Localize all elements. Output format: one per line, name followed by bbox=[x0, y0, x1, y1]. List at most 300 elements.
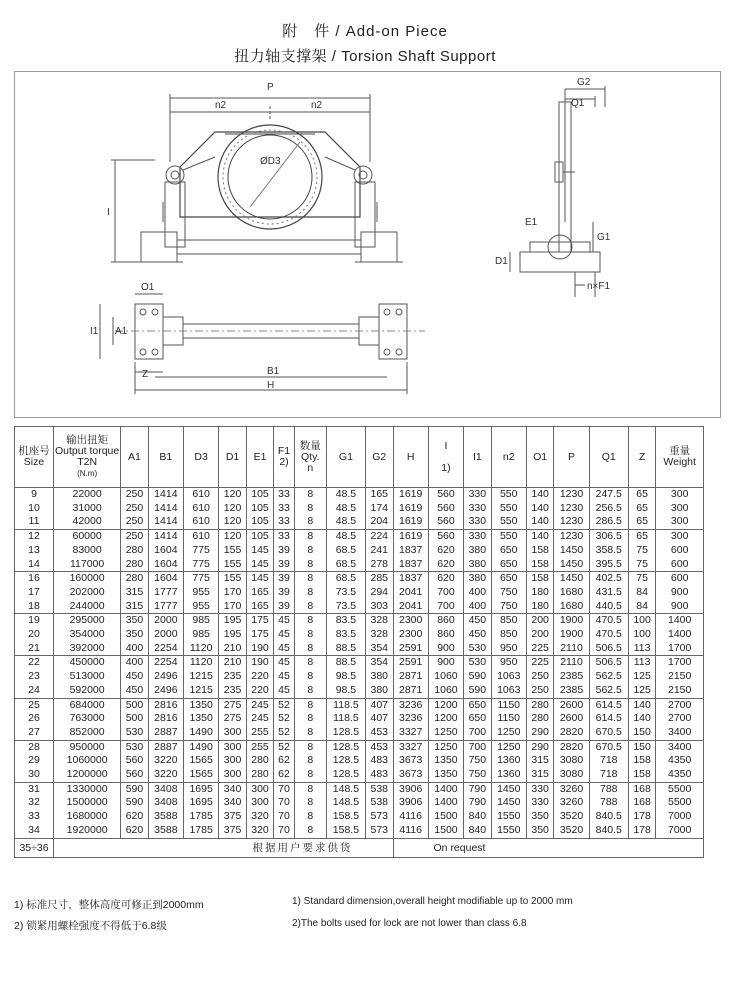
table-row bbox=[15, 684, 704, 698]
table-cell: 350 bbox=[526, 810, 553, 824]
table-cell: 8 bbox=[294, 488, 326, 502]
table-cell: 300 bbox=[656, 502, 704, 516]
table-cell: 375 bbox=[219, 824, 246, 838]
table-cell: 1490 bbox=[184, 726, 219, 740]
table-cell: 8 bbox=[294, 586, 326, 600]
table-cell: 83000 bbox=[54, 544, 121, 558]
table-cell: 538 bbox=[366, 796, 393, 810]
table-cell: 1450 bbox=[491, 796, 526, 810]
table-cell: 560 bbox=[121, 754, 148, 768]
table-cell: 295000 bbox=[54, 614, 121, 628]
table-cell: 550 bbox=[491, 530, 526, 544]
table-cell: 350 bbox=[121, 614, 148, 628]
table-cell: 8 bbox=[294, 740, 326, 754]
table-cell: 21 bbox=[15, 642, 54, 656]
label-D1: D1 bbox=[495, 256, 508, 267]
table-cell: 1900 bbox=[554, 628, 589, 642]
table-cell: 75 bbox=[628, 558, 655, 572]
table-cell: 8 bbox=[294, 502, 326, 516]
table-cell: 1215 bbox=[184, 670, 219, 684]
table-cell: 1837 bbox=[393, 558, 428, 572]
table-cell: 750 bbox=[491, 600, 526, 614]
table-cell: 98.5 bbox=[326, 684, 365, 698]
table-cell: 145 bbox=[246, 558, 273, 572]
dimension-table bbox=[14, 426, 704, 858]
table-cell: 105 bbox=[246, 530, 273, 544]
table-cell: 407 bbox=[366, 698, 393, 712]
table-cell: 450 bbox=[464, 614, 491, 628]
table-cell: 2591 bbox=[393, 656, 428, 670]
table-cell: 330 bbox=[526, 796, 553, 810]
table-cell: 590 bbox=[464, 670, 491, 684]
table-body bbox=[15, 488, 704, 839]
table-cell: 1414 bbox=[148, 515, 183, 529]
header-size: 机座号 Size bbox=[15, 427, 54, 488]
table-cell: 1450 bbox=[491, 782, 526, 796]
table-cell: 175 bbox=[246, 614, 273, 628]
table-cell: 88.5 bbox=[326, 656, 365, 670]
table-cell: 128.5 bbox=[326, 754, 365, 768]
table-cell: 340 bbox=[219, 782, 246, 796]
table-cell: 955 bbox=[184, 586, 219, 600]
table-cell: 2300 bbox=[393, 614, 428, 628]
table-cell: 22000 bbox=[54, 488, 121, 502]
table-cell: 530 bbox=[464, 642, 491, 656]
table-cell: 610 bbox=[184, 488, 219, 502]
table-cell: 2150 bbox=[656, 670, 704, 684]
page-title-addon: 附 件 / Add-on Piece bbox=[282, 23, 448, 40]
header-G2: G2 bbox=[366, 427, 393, 488]
header-I1: I1 bbox=[464, 427, 491, 488]
table-cell: 354 bbox=[366, 642, 393, 656]
label-Q1: Q1 bbox=[571, 98, 585, 109]
table-cell: 614.5 bbox=[589, 712, 628, 726]
table-cell: 73.5 bbox=[326, 586, 365, 600]
label-E1: E1 bbox=[525, 217, 538, 228]
table-cell: 8 bbox=[294, 642, 326, 656]
table-cell: 840.5 bbox=[589, 824, 628, 838]
table-cell: 210 bbox=[219, 656, 246, 670]
table-cell: 450000 bbox=[54, 656, 121, 670]
table-cell: 200 bbox=[526, 628, 553, 642]
table-row bbox=[15, 698, 704, 712]
table-cell: 88.5 bbox=[326, 642, 365, 656]
table-cell: 850 bbox=[491, 628, 526, 642]
table-row bbox=[15, 656, 704, 670]
table-cell: 75 bbox=[628, 544, 655, 558]
table-cell: 2496 bbox=[148, 684, 183, 698]
table-cell: 2110 bbox=[554, 642, 589, 656]
table-cell: 3080 bbox=[554, 768, 589, 782]
table-cell: 2254 bbox=[148, 642, 183, 656]
table-cell: 750 bbox=[464, 768, 491, 782]
table-cell: 247.5 bbox=[589, 488, 628, 502]
table-cell: 950 bbox=[491, 642, 526, 656]
label-I1: I1 bbox=[90, 326, 99, 337]
table-cell: 1920000 bbox=[54, 824, 121, 838]
table-cell: 16 bbox=[15, 572, 54, 586]
table-cell: 250 bbox=[526, 684, 553, 698]
table-footer-row bbox=[15, 838, 704, 857]
table-cell: 1450 bbox=[554, 558, 589, 572]
table-cell: 180 bbox=[526, 586, 553, 600]
table-cell: 204 bbox=[366, 515, 393, 529]
table-cell: 900 bbox=[656, 586, 704, 600]
table-cell: 3220 bbox=[148, 768, 183, 782]
table-cell: 400 bbox=[121, 656, 148, 670]
table-cell: 1215 bbox=[184, 684, 219, 698]
table-cell: 73.5 bbox=[326, 600, 365, 614]
table-cell: 950000 bbox=[54, 740, 121, 754]
table-cell: 358.5 bbox=[589, 544, 628, 558]
table-cell: 33 bbox=[274, 488, 294, 502]
table-cell: 750 bbox=[491, 586, 526, 600]
table-cell: 8 bbox=[294, 726, 326, 740]
table-cell: 1150 bbox=[491, 698, 526, 712]
table-cell: 1604 bbox=[148, 544, 183, 558]
table-row bbox=[15, 642, 704, 656]
table-cell: 306.5 bbox=[589, 530, 628, 544]
table-cell: 8 bbox=[294, 515, 326, 529]
table-cell: 2816 bbox=[148, 712, 183, 726]
table-cell: 1063 bbox=[491, 670, 526, 684]
table-cell: 483 bbox=[366, 754, 393, 768]
table-cell: 1063 bbox=[491, 684, 526, 698]
table-cell: 350 bbox=[526, 824, 553, 838]
table-cell: 13 bbox=[15, 544, 54, 558]
table-cell: 1250 bbox=[428, 740, 463, 754]
table-cell: 52 bbox=[274, 712, 294, 726]
table-cell: 1619 bbox=[393, 502, 428, 516]
table-cell: 440.5 bbox=[589, 600, 628, 614]
table-cell: 52 bbox=[274, 726, 294, 740]
table-cell: 32 bbox=[15, 796, 54, 810]
table-cell: 45 bbox=[274, 684, 294, 698]
table-cell: 560 bbox=[428, 502, 463, 516]
footer-size: 35÷36 bbox=[15, 838, 54, 857]
table-cell: 98.5 bbox=[326, 670, 365, 684]
table-cell: 52 bbox=[274, 698, 294, 712]
table-cell: 1360 bbox=[491, 768, 526, 782]
table-cell: 286.5 bbox=[589, 515, 628, 529]
table-cell: 620 bbox=[121, 810, 148, 824]
table-cell: 300 bbox=[246, 796, 273, 810]
table-cell: 3236 bbox=[393, 698, 428, 712]
table-cell: 1250 bbox=[491, 726, 526, 740]
table-cell: 105 bbox=[246, 515, 273, 529]
label-G2: G2 bbox=[577, 77, 591, 88]
page-subtitle-torsion-support: 扭力轴支撑架 / Torsion Shaft Support bbox=[234, 48, 496, 65]
table-cell: 1565 bbox=[184, 754, 219, 768]
table-cell: 165 bbox=[246, 586, 273, 600]
table-cell: 380 bbox=[464, 572, 491, 586]
table-cell: 620 bbox=[428, 544, 463, 558]
table-cell: 28 bbox=[15, 740, 54, 754]
table-cell: 10 bbox=[15, 502, 54, 516]
table-cell: 8 bbox=[294, 698, 326, 712]
table-cell: 210 bbox=[219, 642, 246, 656]
header-B1: B1 bbox=[148, 427, 183, 488]
table-cell: 400 bbox=[121, 642, 148, 656]
table-row bbox=[15, 600, 704, 614]
table-cell: 250 bbox=[121, 502, 148, 516]
table-cell: 562.5 bbox=[589, 684, 628, 698]
table-cell: 280 bbox=[246, 768, 273, 782]
table-cell: 75 bbox=[628, 572, 655, 586]
table-cell: 105 bbox=[246, 502, 273, 516]
table-cell: 950 bbox=[491, 656, 526, 670]
table-cell: 375 bbox=[219, 810, 246, 824]
footer-request-en: On request bbox=[393, 838, 703, 857]
table-cell: 700 bbox=[464, 726, 491, 740]
table-cell: 84 bbox=[628, 586, 655, 600]
table-cell: 328 bbox=[366, 628, 393, 642]
table-cell: 68.5 bbox=[326, 558, 365, 572]
table-cell: 300 bbox=[656, 530, 704, 544]
table-cell: 763000 bbox=[54, 712, 121, 726]
table-row bbox=[15, 810, 704, 824]
table-cell: 255 bbox=[246, 740, 273, 754]
table-cell: 550 bbox=[491, 488, 526, 502]
table-cell: 140 bbox=[526, 488, 553, 502]
table-cell: 168 bbox=[628, 782, 655, 796]
table-cell: 1837 bbox=[393, 572, 428, 586]
table-cell: 19 bbox=[15, 614, 54, 628]
table-cell: 600 bbox=[656, 544, 704, 558]
table-cell: 2591 bbox=[393, 642, 428, 656]
table-cell: 17 bbox=[15, 586, 54, 600]
table-cell: 1230 bbox=[554, 515, 589, 529]
table-cell: 530 bbox=[121, 726, 148, 740]
table-cell: 48.5 bbox=[326, 488, 365, 502]
table-cell: 3520 bbox=[554, 824, 589, 838]
table-cell: 7000 bbox=[656, 810, 704, 824]
table-cell: 285 bbox=[366, 572, 393, 586]
table-cell: 330 bbox=[464, 502, 491, 516]
header-A1: A1 bbox=[121, 427, 148, 488]
table-cell: 8 bbox=[294, 600, 326, 614]
table-cell: 1450 bbox=[554, 572, 589, 586]
table-cell: 190 bbox=[246, 642, 273, 656]
table-cell: 1680000 bbox=[54, 810, 121, 824]
table-cell: 330 bbox=[464, 488, 491, 502]
table-cell: 400 bbox=[464, 586, 491, 600]
table-cell: 84 bbox=[628, 600, 655, 614]
table-row bbox=[15, 824, 704, 838]
table-cell: 31 bbox=[15, 782, 54, 796]
table-cell: 1350 bbox=[184, 698, 219, 712]
table-cell: 39 bbox=[274, 586, 294, 600]
table-cell: 128.5 bbox=[326, 726, 365, 740]
table-cell: 300 bbox=[656, 515, 704, 529]
header-Q1: Q1 bbox=[589, 427, 628, 488]
table-cell: 402.5 bbox=[589, 572, 628, 586]
table-cell: 3327 bbox=[393, 726, 428, 740]
table-cell: 235 bbox=[219, 670, 246, 684]
table-cell: 684000 bbox=[54, 698, 121, 712]
table-cell: 8 bbox=[294, 810, 326, 824]
table-cell: 2887 bbox=[148, 740, 183, 754]
table-cell: 1695 bbox=[184, 796, 219, 810]
label-P: P bbox=[267, 82, 274, 93]
table-header-row bbox=[15, 427, 704, 488]
header-P: P bbox=[554, 427, 589, 488]
table-cell: 280 bbox=[121, 544, 148, 558]
table-cell: 3906 bbox=[393, 796, 428, 810]
table-cell: 39 bbox=[274, 558, 294, 572]
table-cell: 560 bbox=[428, 530, 463, 544]
label-nxF1: n×F1 bbox=[587, 281, 611, 292]
table-cell: 24 bbox=[15, 684, 54, 698]
table-row bbox=[15, 530, 704, 544]
table-cell: 4116 bbox=[393, 824, 428, 838]
table-row bbox=[15, 670, 704, 684]
table-cell: 1414 bbox=[148, 488, 183, 502]
table-cell: 2254 bbox=[148, 656, 183, 670]
table-cell: 1550 bbox=[491, 810, 526, 824]
table-cell: 1230 bbox=[554, 502, 589, 516]
table-cell: 178 bbox=[628, 810, 655, 824]
table-cell: 2820 bbox=[554, 740, 589, 754]
table-cell: 180 bbox=[526, 600, 553, 614]
table-cell: 2600 bbox=[554, 712, 589, 726]
table-cell: 450 bbox=[121, 684, 148, 698]
table-cell: 1619 bbox=[393, 515, 428, 529]
table-cell: 900 bbox=[428, 642, 463, 656]
table-cell: 5500 bbox=[656, 796, 704, 810]
table-row bbox=[15, 614, 704, 628]
table-cell: 39 bbox=[274, 544, 294, 558]
table-row bbox=[15, 782, 704, 796]
table-cell: 2000 bbox=[148, 628, 183, 642]
table-cell: 530 bbox=[464, 656, 491, 670]
table-cell: 650 bbox=[464, 712, 491, 726]
table-row bbox=[15, 558, 704, 572]
table-cell: 30 bbox=[15, 768, 54, 782]
table-cell: 3236 bbox=[393, 712, 428, 726]
table-cell: 303 bbox=[366, 600, 393, 614]
table-cell: 1230 bbox=[554, 530, 589, 544]
label-G1: G1 bbox=[597, 232, 611, 243]
table-cell: 1500000 bbox=[54, 796, 121, 810]
table-cell: 27 bbox=[15, 726, 54, 740]
table-cell: 31000 bbox=[54, 502, 121, 516]
table-cell: 1500 bbox=[428, 824, 463, 838]
table-cell: 300 bbox=[246, 782, 273, 796]
table-cell: 450 bbox=[121, 670, 148, 684]
header-output-torque: 输出扭矩 Output torque T2N (N.m) bbox=[54, 427, 121, 488]
table-cell: 750 bbox=[464, 754, 491, 768]
table-cell: 700 bbox=[428, 600, 463, 614]
table-cell: 2300 bbox=[393, 628, 428, 642]
table-cell: 3673 bbox=[393, 768, 428, 782]
table-cell: 170 bbox=[219, 600, 246, 614]
table-cell: 113 bbox=[628, 656, 655, 670]
table-cell: 3220 bbox=[148, 754, 183, 768]
footer-request-zh: 根据用户要求供货 bbox=[54, 838, 394, 857]
table-cell: 300 bbox=[219, 726, 246, 740]
table-cell: 100 bbox=[628, 614, 655, 628]
label-D3: ØD3 bbox=[260, 156, 281, 167]
table-cell: 250 bbox=[121, 530, 148, 544]
table-cell: 2820 bbox=[554, 726, 589, 740]
note-2-en: 2)The bolts used for lock are not lower than class 6.8 bbox=[292, 918, 527, 929]
table-cell: 8 bbox=[294, 628, 326, 642]
table-cell: 155 bbox=[219, 572, 246, 586]
table-cell: 1565 bbox=[184, 768, 219, 782]
table-cell: 140 bbox=[628, 698, 655, 712]
table-cell: 2000 bbox=[148, 614, 183, 628]
table-cell: 8 bbox=[294, 614, 326, 628]
table-cell: 280 bbox=[526, 712, 553, 726]
table-cell: 2496 bbox=[148, 670, 183, 684]
table-cell: 315 bbox=[526, 768, 553, 782]
table-cell: 650 bbox=[464, 698, 491, 712]
table-cell: 8 bbox=[294, 796, 326, 810]
table-cell: 140 bbox=[526, 530, 553, 544]
table-cell: 610 bbox=[184, 515, 219, 529]
table-cell: 45 bbox=[274, 656, 294, 670]
table-cell: 120 bbox=[219, 515, 246, 529]
table-cell: 620 bbox=[428, 572, 463, 586]
table-cell: 118.5 bbox=[326, 698, 365, 712]
table-cell: 178 bbox=[628, 824, 655, 838]
header-G1: G1 bbox=[326, 427, 365, 488]
table-cell: 1200 bbox=[428, 698, 463, 712]
table-cell: 840 bbox=[464, 810, 491, 824]
table-cell: 2110 bbox=[554, 656, 589, 670]
table-cell: 354000 bbox=[54, 628, 121, 642]
table-cell: 150 bbox=[628, 726, 655, 740]
table-cell: 8 bbox=[294, 782, 326, 796]
table-cell: 330 bbox=[526, 782, 553, 796]
table-cell: 140 bbox=[526, 515, 553, 529]
table-cell: 670.5 bbox=[589, 726, 628, 740]
table-cell: 320 bbox=[246, 810, 273, 824]
table-cell: 350 bbox=[121, 628, 148, 642]
table-cell: 860 bbox=[428, 614, 463, 628]
table-cell: 328 bbox=[366, 614, 393, 628]
table-cell: 8 bbox=[294, 572, 326, 586]
table-cell: 2041 bbox=[393, 600, 428, 614]
table-cell: 195 bbox=[219, 628, 246, 642]
table-cell: 68.5 bbox=[326, 544, 365, 558]
table-cell: 52 bbox=[274, 740, 294, 754]
table-cell: 165 bbox=[366, 488, 393, 502]
table-cell: 8 bbox=[294, 670, 326, 684]
table-cell: 125 bbox=[628, 684, 655, 698]
table-cell: 1230 bbox=[554, 488, 589, 502]
table-cell: 1500 bbox=[428, 810, 463, 824]
table-row bbox=[15, 712, 704, 726]
table-cell: 1490 bbox=[184, 740, 219, 754]
table-cell: 985 bbox=[184, 628, 219, 642]
label-n2-left: n2 bbox=[215, 100, 227, 111]
table-cell: 290 bbox=[526, 726, 553, 740]
table-cell: 45 bbox=[274, 614, 294, 628]
table-cell: 407 bbox=[366, 712, 393, 726]
table-cell: 450 bbox=[464, 628, 491, 642]
header-H: H bbox=[393, 427, 428, 488]
table-row bbox=[15, 796, 704, 810]
table-cell: 1900 bbox=[554, 614, 589, 628]
table-cell: 2871 bbox=[393, 684, 428, 698]
table-cell: 168 bbox=[628, 796, 655, 810]
table-cell: 7000 bbox=[656, 824, 704, 838]
table-cell: 11 bbox=[15, 515, 54, 529]
table-cell: 453 bbox=[366, 740, 393, 754]
table-cell: 200 bbox=[526, 614, 553, 628]
